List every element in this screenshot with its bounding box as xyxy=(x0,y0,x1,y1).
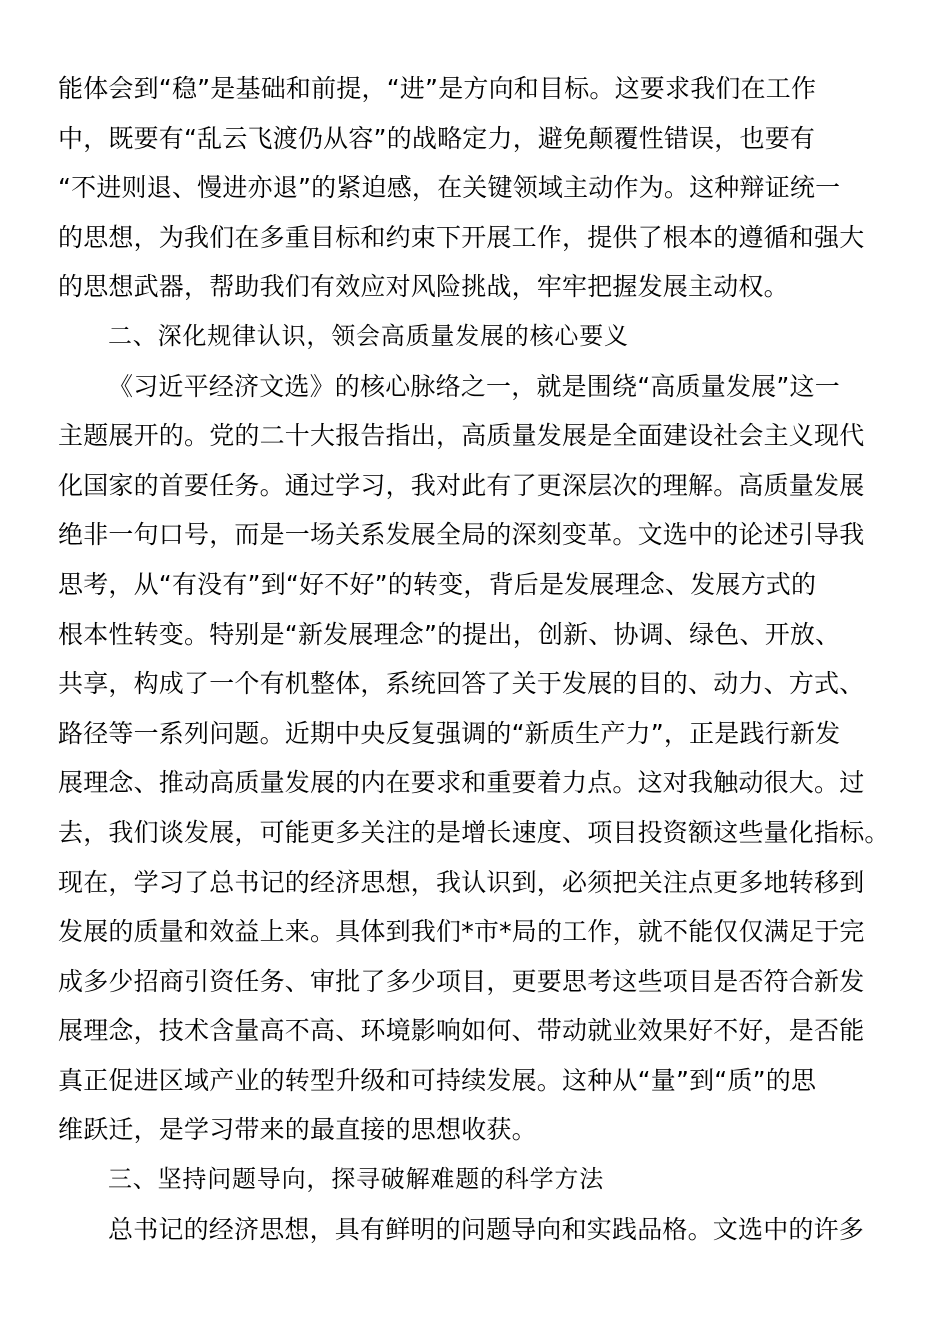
body-text-line: 能体会到“稳”是基础和前提，“进”是方向和目标。这要求我们在工作 xyxy=(58,74,817,103)
body-text-line: 主题展开的。党的二十大报告指出，高质量发展是全面建设社会主义现代 xyxy=(58,421,865,451)
body-text-line: 化国家的首要任务。通过学习，我对此有了更深层次的理解。高质量发展 xyxy=(58,470,865,500)
body-text-line: 展理念，技术含量高不高、环境影响如何、带动就业效果好不好，是否能 xyxy=(58,1016,865,1046)
body-text-line: 成多少招商引资任务、审批了多少项目，更要思考这些项目是否符合新发 xyxy=(58,966,865,996)
body-text-line: 维跃迁，是学习带来的最直接的思想收获。 xyxy=(58,1115,537,1145)
body-text-line: 思考，从“有没有”到“好不好”的转变，背后是发展理念、发展方式的 xyxy=(58,569,817,599)
body-text-line: 路径等一系列问题。近期中央反复强调的“新质生产力”，正是践行新发 xyxy=(58,718,841,748)
body-text-line: 现在，学习了总书记的经济思想，我认识到，必须把关注点更多地转移到 xyxy=(58,867,865,897)
body-text-line: 共享，构成了一个有机整体，系统回答了关于发展的目的、动力、方式、 xyxy=(58,669,865,699)
body-text-line: 的思想武器，帮助我们有效应对风险挑战，牢牢把握发展主动权。 xyxy=(58,272,789,302)
body-text-line: 发展的质量和效益上来。具体到我们*市*局的工作，就不能仅仅满足于完 xyxy=(58,917,865,947)
body-text-line: 真正促进区域产业的转型升级和可持续发展。这种从“量”到“质”的思 xyxy=(58,1065,817,1095)
paragraph-first-line: 总书记的经济思想，具有鲜明的问题导向和实践品格。文选中的许多 xyxy=(108,1214,865,1244)
paragraph-first-line: 《习近平经济文选》的核心脉络之一，就是围绕“高质量发展”这一 xyxy=(108,371,840,401)
body-text-line: 去，我们谈发展，可能更多关注的是增长速度、项目投资额这些量化指标。 xyxy=(58,817,890,847)
body-text-line: 展理念、推动高质量发展的内在要求和重要着力点。这对我触动很大。过 xyxy=(58,768,865,798)
body-text-line: 的思想，为我们在多重目标和约束下开展工作，提供了根本的遵循和强大 xyxy=(58,222,865,252)
body-text-line: 根本性转变。特别是“新发展理念”的提出，创新、协调、绿色、开放、 xyxy=(58,619,841,649)
section-heading-3: 三、坚持问题导向，探寻破解难题的科学方法 xyxy=(108,1165,604,1194)
body-text-line: 绝非一句口号，而是一场关系发展全局的深刻变革。文选中的论述引导我 xyxy=(58,520,865,550)
body-text-line: 中，既要有“乱云飞渡仍从容”的战略定力，避免颠覆性错误，也要有 xyxy=(58,123,816,153)
document-page xyxy=(58,64,890,1254)
section-heading-2: 二、深化规律认识，领会高质量发展的核心要义 xyxy=(108,321,629,350)
body-text-line: “不进则退、慢进亦退”的紧迫感，在关键领域主动作为。这种辩证统一 xyxy=(58,173,841,203)
